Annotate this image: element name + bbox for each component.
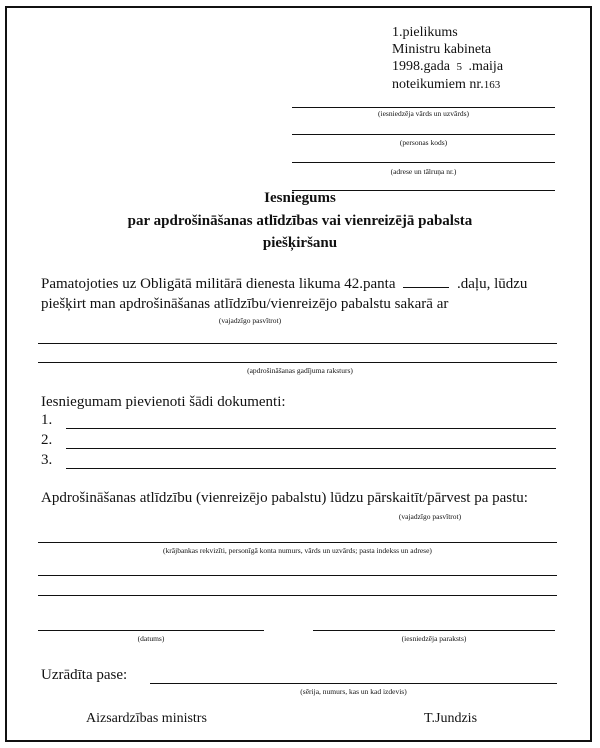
bank-details-line[interactable]: [38, 542, 557, 543]
documents-heading: Iesniegumam pievienoti šādi dokumenti:: [41, 394, 286, 410]
document-title-line-2: par apdrošināšanas atlīdzības vai vienreizējā pabalsta: [127, 213, 473, 229]
passport-label: Uzrādīta pase:: [41, 667, 128, 683]
signature-line[interactable]: [313, 630, 555, 631]
bank-details-line-3[interactable]: [38, 595, 557, 596]
insured-event-caption: (apdrošināšanas gadījuma raksturs): [247, 366, 353, 375]
insured-event-line-2[interactable]: [38, 362, 557, 363]
document-title-line-3: piešķiršanu: [262, 235, 338, 251]
document-title-line-1: Iesniegums: [264, 190, 336, 206]
date-line[interactable]: [38, 630, 264, 631]
insured-event-line-1[interactable]: [38, 343, 557, 344]
passport-caption: (sērija, numurs, kas un kad izdevis): [300, 687, 407, 696]
passport-line[interactable]: [150, 683, 557, 684]
document-item-1-line[interactable]: [66, 428, 556, 429]
payment-text: Apdrošināšanas atlīdzību (vienreizējo pabalstu) lūdzu pārskaitīt/pārvest pa pastu:: [41, 490, 528, 506]
annex-line-3: 1998.gada 5 .maija: [392, 59, 504, 74]
document-item-1-number: 1.: [41, 412, 53, 428]
minister-title: Aizsardzības ministrs: [86, 711, 207, 726]
applicant-name-line[interactable]: [292, 107, 555, 108]
request-line-2: piešķirt man apdrošināšanas atlīdzību/vienreizējo pabalstu sakarā ar: [41, 296, 449, 312]
minister-name: T.Jundzis: [424, 711, 478, 726]
request-line-2-caption: (vajadzīgo pasvītrot): [218, 316, 282, 325]
bank-details-caption: (krājbankas rekvizīti, personīgā konta numurs, vārds un uzvārds; pasta indekss un adrese): [163, 546, 432, 555]
applicant-name-caption: (iesniedzēja vārds un uzvārds): [377, 109, 469, 118]
date-caption: (datums): [137, 634, 165, 643]
document-item-3-number: 3.: [41, 452, 53, 468]
paragraph-number-blank[interactable]: [403, 275, 449, 288]
request-line-1: Pamatojoties uz Obligātā militārā dienesta likuma 42.panta .daļu, lūdzu: [41, 276, 528, 292]
payment-caption: (vajadzīgo pasvītrot): [398, 512, 462, 521]
address-line[interactable]: [292, 162, 555, 163]
annex-line-1: 1.pielikums: [392, 25, 458, 40]
signature-caption: (iesniedzēja paraksts): [401, 634, 467, 643]
document-item-2-line[interactable]: [66, 448, 556, 449]
personal-code-line[interactable]: [292, 134, 555, 135]
personal-code-caption: (personas kods): [399, 138, 448, 147]
bank-details-line-2[interactable]: [38, 575, 557, 576]
document-item-3-line[interactable]: [66, 468, 556, 469]
document-item-2-number: 2.: [41, 432, 53, 448]
annex-line-2: Ministru kabineta: [392, 42, 492, 57]
address-caption: (adrese un tālruņa nr.): [390, 167, 457, 176]
annex-header: [392, 24, 503, 94]
annex-line-4: noteikumiem nr.163: [392, 77, 501, 92]
